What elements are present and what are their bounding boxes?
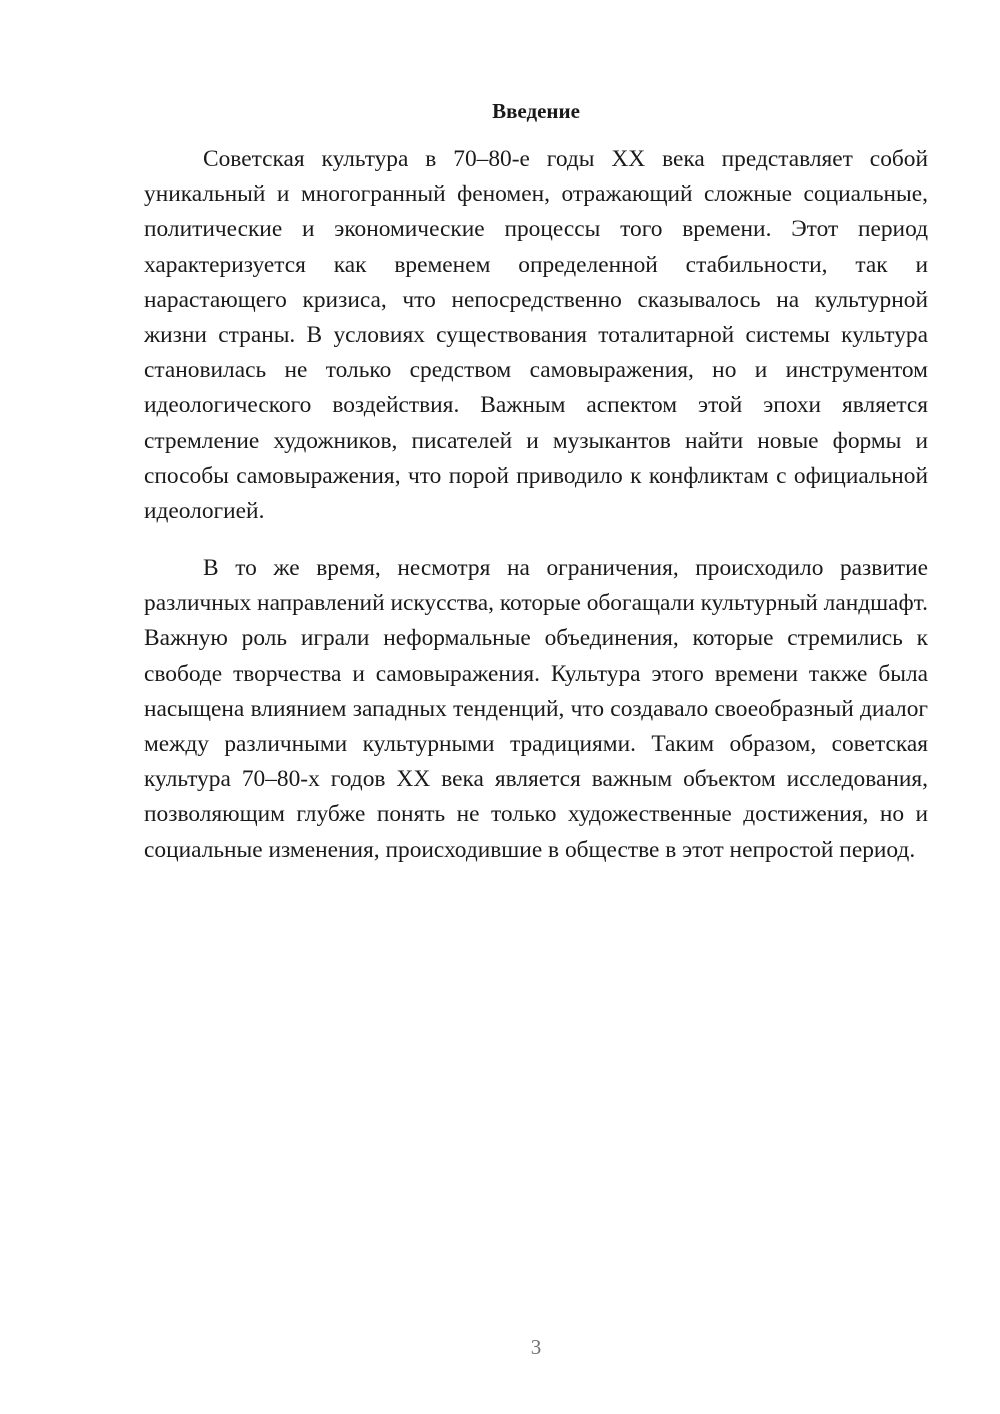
section-title: Введение: [492, 99, 580, 123]
page-number: 3: [530, 1335, 542, 1359]
paragraph-1: Советская культура в 70–80-е годы XX века представляет собой уникальный и многогранный феномен, отражающий сложные социальные, политические и экономические процессы того времени. Этот период характеризуется как временем определенной стабильности, так и нарастающего кризиса, что непосредственно сказывалось на культурной жизни страны. В условиях существования тоталитарной системы культура становилась не только средством самовыражения, но и инструментом идеологического воздействия. Важным аспектом этой эпохи является стремление художников, писателей и музыкантов найти новые формы и способы самовыражения, что порой приводило к конфликтам с официальной идеологией.: [144, 146, 928, 525]
paragraph-2: В то же время, несмотря на ограничения, происходило развитие различных направлений искусства, которые обогащали культурный ландшафт. Важную роль играли неформальные объединения, которые стремились к свободе творчества и самовыражения. Культура этого времени также была насыщена влиянием западных тенденций, что создавало своеобразный диалог между различными культурными традициями. Таким образом, советская культура 70–80-х годов XX века является важным объектом исследования, позволяющим глубже понять не только художественные достижения, но и социальные изменения, происходившие в обществе в этот непростой период.: [144, 555, 928, 863]
